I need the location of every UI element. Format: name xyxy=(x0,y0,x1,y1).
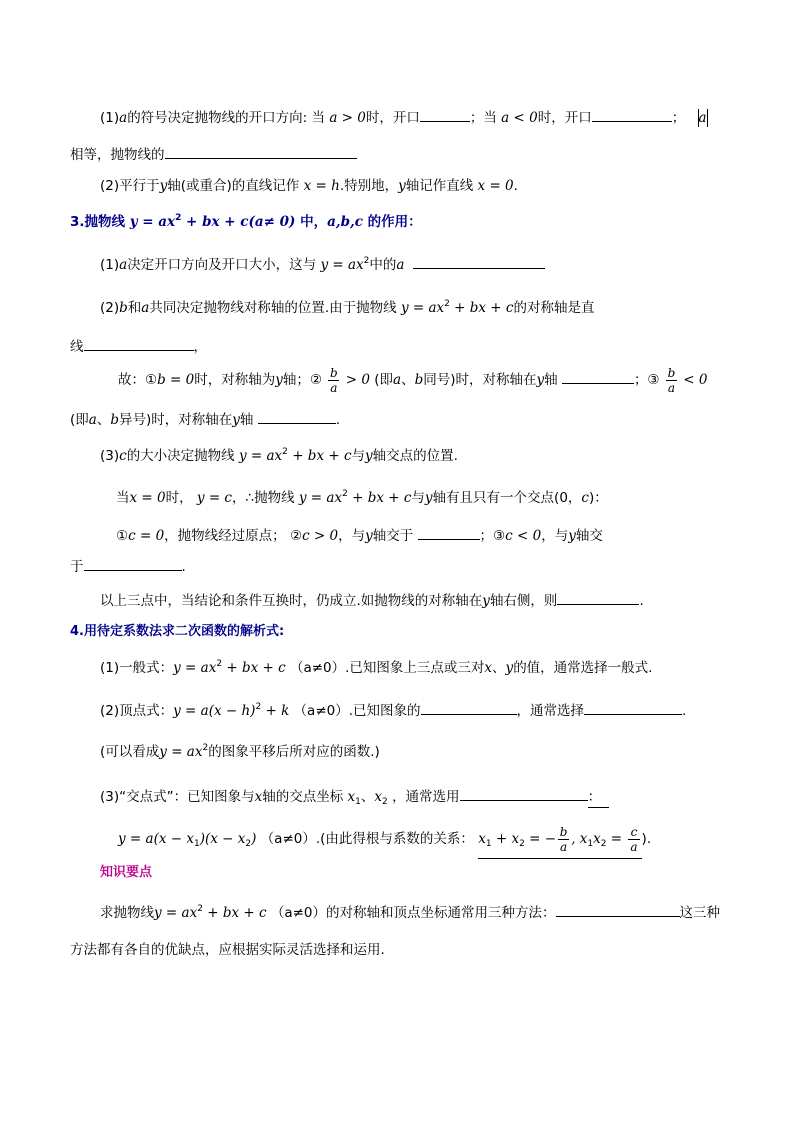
text: ，通常选择 xyxy=(516,703,585,719)
text: 方法都有各自的优缺点，应根据实际灵活选择和运用. xyxy=(70,942,385,958)
text: (3)“交点式”：已知图象与 xyxy=(100,789,255,805)
sup: 2 xyxy=(202,743,209,753)
text: 、 xyxy=(401,372,415,388)
answer-blank[interactable] xyxy=(592,107,672,122)
num: b xyxy=(559,824,568,839)
text: （a≠0）.(由此得根与系数的关系： xyxy=(260,831,474,847)
answer-blank[interactable] xyxy=(84,556,182,571)
text: ； xyxy=(671,110,686,126)
text: 相等，抛物线的 xyxy=(70,147,165,163)
general-form xyxy=(100,658,652,678)
text: 的值，通常选择一般式. xyxy=(513,660,653,676)
math-y: y xyxy=(424,490,433,506)
text: . xyxy=(639,593,644,609)
math-y: y xyxy=(505,660,514,676)
text: 时， xyxy=(165,490,193,506)
math-bxc: + bx + c xyxy=(222,660,286,676)
sub: 1 xyxy=(355,797,361,807)
fraction-b-over-a xyxy=(666,366,677,395)
math-vertex-tail: + k xyxy=(261,703,290,719)
math-c-eq0: c = 0 xyxy=(128,528,165,544)
fraction-b-over-a xyxy=(558,825,569,854)
math-x: x xyxy=(593,831,601,847)
text: . xyxy=(181,559,186,575)
math-b: b xyxy=(110,412,119,428)
answer-blank[interactable] xyxy=(584,700,682,715)
line-2 xyxy=(70,144,357,165)
text: 和 xyxy=(127,300,142,316)
cases-line xyxy=(116,525,603,546)
text: 这三种 xyxy=(679,905,721,921)
text: 的符号决定抛物线的开口方向: 当 xyxy=(127,110,326,126)
text: 3.抛物线 xyxy=(70,214,126,230)
sup: 2 xyxy=(342,489,348,499)
math-bxc: + bx + c xyxy=(449,300,514,316)
text: (即 xyxy=(70,412,89,428)
cases-line-2 xyxy=(70,556,186,577)
math-x1: x xyxy=(347,789,356,805)
text: 知识要点 xyxy=(100,865,153,880)
answer-blank[interactable] xyxy=(460,786,588,801)
answer-blank[interactable] xyxy=(556,902,680,917)
text: 轴记作直线 xyxy=(405,178,474,194)
math-a-gt0: a > 0 xyxy=(329,110,366,126)
sup: 2 xyxy=(444,299,450,309)
math-y: y xyxy=(365,448,373,464)
math-bxc: + bx + c xyxy=(347,490,412,506)
text: (1) xyxy=(100,257,120,273)
num: b xyxy=(667,365,676,380)
text: （a≠0）.已知图象的 xyxy=(293,703,421,719)
text: (3) xyxy=(100,448,120,464)
math-a: a xyxy=(119,110,128,126)
answer-blank[interactable] xyxy=(84,336,194,351)
math-x: x xyxy=(254,789,263,805)
math-y-eq-c: y = c xyxy=(196,490,232,506)
answer-blank[interactable] xyxy=(557,590,639,605)
text: ： xyxy=(588,787,610,808)
answer-blank[interactable] xyxy=(258,409,336,424)
text: ，抛物线经过原点； ② xyxy=(164,528,303,544)
math-y: y xyxy=(159,178,168,194)
text: 轴右侧，则 xyxy=(489,593,558,609)
text: 与 xyxy=(411,490,425,506)
answer-blank[interactable] xyxy=(420,107,470,122)
math-b-eq0: b = 0 xyxy=(157,372,195,388)
math-a: a xyxy=(393,372,402,388)
math-y: y xyxy=(398,178,406,194)
math-head-eq: y = ax xyxy=(129,214,176,230)
sub: 1 xyxy=(193,839,200,849)
text: (2)顶点式： xyxy=(100,703,174,719)
text: ① xyxy=(116,528,129,544)
sup: 2 xyxy=(282,447,288,457)
math-y-ax2: y = ax xyxy=(400,300,445,316)
para-2-cont xyxy=(70,336,207,357)
math-abc: a,b,c xyxy=(327,214,363,230)
when-line xyxy=(116,488,608,508)
sub: 1 xyxy=(485,839,492,849)
text: 轴有且只有一个交点(0， xyxy=(432,490,582,506)
para-3 xyxy=(100,446,458,466)
text: 的作用： xyxy=(367,214,422,230)
text: 中， xyxy=(300,214,328,230)
text: 轴 xyxy=(239,412,254,428)
math-y: y xyxy=(482,593,490,609)
answer-blank[interactable] xyxy=(413,254,545,269)
vieta-relation xyxy=(478,822,641,859)
math-b: b xyxy=(119,300,128,316)
text: ). xyxy=(641,831,652,847)
text: 轴(或重合)的直线记作 xyxy=(167,178,300,194)
num: c xyxy=(630,824,638,839)
vertex-form xyxy=(100,700,686,721)
text: (1)一般式： xyxy=(100,660,174,676)
text: 的对称轴是直 xyxy=(513,300,595,316)
text: 时，开口 xyxy=(365,110,420,126)
text: 异号)时，对称轴在 xyxy=(119,412,233,428)
answer-blank[interactable] xyxy=(165,144,357,159)
text: 以上三点中，当结论和条件互换时，仍成立.如抛物线的对称轴在 xyxy=(100,593,483,609)
math-y-ax2: y = ax xyxy=(173,660,217,676)
math-c: c xyxy=(581,490,589,506)
sup: 2 xyxy=(175,213,182,223)
text: ，∴抛物线 xyxy=(232,490,295,506)
section-heading-3 xyxy=(70,212,422,232)
math-vertex: y = a(x − h) xyxy=(173,703,256,719)
intercept-form xyxy=(100,786,609,808)
line-1 xyxy=(100,107,708,128)
therefore-line xyxy=(118,364,707,396)
math-bxc: + bx + c xyxy=(202,905,267,921)
text: 线 xyxy=(70,339,84,355)
text: 求抛物线 xyxy=(100,905,154,921)
text: （a≠0）的对称轴和顶点坐标通常用三种方法： xyxy=(270,905,556,921)
math-x: x xyxy=(478,831,486,847)
math-y: y xyxy=(275,372,283,388)
summary-line xyxy=(100,590,644,611)
knowledge-line-2 xyxy=(70,940,385,960)
text: 中的 xyxy=(369,257,397,273)
text: ；③ xyxy=(633,372,660,388)
text: 、 xyxy=(96,412,111,428)
math-y: y xyxy=(365,528,373,544)
math-x-eq-0: x = 0 xyxy=(477,178,514,194)
math-a-lt0: a < 0 xyxy=(501,110,538,126)
math-lt0: < 0 xyxy=(679,372,708,388)
text: 轴；② xyxy=(282,372,322,388)
line-3: (2)平行于y轴(或重合)的直线记作 x = h.特别地，y轴记作直线 x = 0. xyxy=(100,178,518,194)
text: 共同决定抛物线对称轴的位置.由于抛物线 xyxy=(149,300,397,316)
math-y: y xyxy=(232,412,240,428)
math-bxc: + bx + c xyxy=(287,448,352,464)
sub: 2 xyxy=(245,839,252,849)
text: ，与 xyxy=(541,528,569,544)
math-eq: = − xyxy=(524,831,557,847)
text: ；③ xyxy=(479,528,506,544)
den: a xyxy=(330,380,338,395)
math-y-ax2: y = ax xyxy=(238,448,283,464)
math-x: x xyxy=(484,660,493,676)
text: . xyxy=(682,703,687,719)
sub: 1 xyxy=(587,839,594,849)
text: ，通常选用 xyxy=(392,789,460,805)
math-a: a xyxy=(396,257,405,273)
math-y-ax2: y = ax xyxy=(159,744,203,760)
text: 的图象平移后所对应的函数.) xyxy=(208,744,380,760)
translation-note xyxy=(100,742,380,762)
math-gt0: > 0 xyxy=(341,372,370,388)
math-c-gt0: c > 0 xyxy=(302,528,339,544)
text: ，与 xyxy=(338,528,366,544)
text: (2)平行于 xyxy=(100,178,160,194)
math-y: y xyxy=(568,528,576,544)
math-b: b xyxy=(414,372,424,388)
text: 、 xyxy=(360,789,375,805)
answer-blank[interactable] xyxy=(562,369,634,384)
text: . xyxy=(335,412,341,428)
den: a xyxy=(560,839,568,854)
text: (即 xyxy=(374,372,393,388)
math-y: y xyxy=(536,372,545,388)
text: 轴交点的位置. xyxy=(372,448,458,464)
sup: 2 xyxy=(255,702,262,712)
math-intercept: ) xyxy=(251,831,257,847)
math-eq: = xyxy=(606,831,627,847)
math-x-eq-0: x = 0 xyxy=(129,490,166,506)
para-1 xyxy=(100,254,545,275)
math-a: a xyxy=(119,257,128,273)
text: (可以看成 xyxy=(100,744,160,760)
sup: 2 xyxy=(363,256,370,266)
fraction-c-over-a xyxy=(628,825,639,854)
math-intercept: )(x − x xyxy=(199,831,246,847)
sub: 2 xyxy=(519,839,525,849)
math-c-lt0: c < 0 xyxy=(505,528,542,544)
text: 、 xyxy=(492,660,506,676)
text: 时，对称轴为 xyxy=(194,372,276,388)
text: (2) xyxy=(100,300,120,316)
text: 同号)时，对称轴在 xyxy=(423,372,537,388)
intercept-formula xyxy=(118,822,651,859)
math-c: c xyxy=(119,448,127,464)
para-2 xyxy=(100,298,594,318)
math-a: a xyxy=(88,412,97,428)
text: 当 xyxy=(116,490,130,506)
text: (1) xyxy=(100,110,120,126)
text: 的大小决定抛物线 xyxy=(126,448,235,464)
math-x2: x xyxy=(374,789,383,805)
sub: 2 xyxy=(382,797,388,807)
text: 时，开口 xyxy=(537,110,592,126)
text: 于 xyxy=(70,559,84,575)
math-x: , x xyxy=(571,831,588,847)
sup: 2 xyxy=(216,659,223,669)
den: a xyxy=(667,380,675,395)
math-a: a xyxy=(141,300,150,316)
text: )： xyxy=(588,490,608,506)
sub: 2 xyxy=(600,839,607,849)
math-y-ax2: y = ax xyxy=(298,490,343,506)
math-y-ax2: y = ax xyxy=(154,905,198,921)
text: 故：① xyxy=(118,372,158,388)
knowledge-points-heading xyxy=(100,863,152,883)
text: 轴 xyxy=(544,372,558,388)
math-y-ax2: y = ax xyxy=(320,257,364,273)
text: 轴的交点坐标 xyxy=(262,789,344,805)
num: b xyxy=(330,365,338,380)
answer-blank[interactable] xyxy=(421,700,517,715)
answer-blank[interactable] xyxy=(418,525,480,540)
text: 与 xyxy=(351,448,366,464)
math-head-tail: + bx + c(a≠ 0) xyxy=(181,214,296,230)
math-intercept: y = a(x − x xyxy=(118,831,194,847)
text: （a≠0）.已知图象上三点或三对 xyxy=(289,660,485,676)
text: ；当 xyxy=(469,110,497,126)
text: ， xyxy=(193,339,207,355)
section-heading-4 xyxy=(70,622,284,642)
text: 轴交 xyxy=(575,528,603,544)
math-x: + x xyxy=(491,831,520,847)
text: 决定开口方向及开口大小，这与 xyxy=(127,257,317,273)
text: 4.用待定系数法求二次函数的解析式: xyxy=(70,624,285,639)
math-x-eq-h: x = h xyxy=(303,178,340,194)
text: 轴交于 xyxy=(372,528,414,544)
knowledge-line-1 xyxy=(100,902,720,923)
abs-bar xyxy=(707,109,708,127)
text: .特别地， xyxy=(339,178,399,194)
den: a xyxy=(630,839,638,854)
therefore-line-2 xyxy=(70,409,340,430)
fraction-b-over-a xyxy=(328,366,339,395)
math-a: a xyxy=(698,110,707,126)
sup: 2 xyxy=(197,904,203,914)
